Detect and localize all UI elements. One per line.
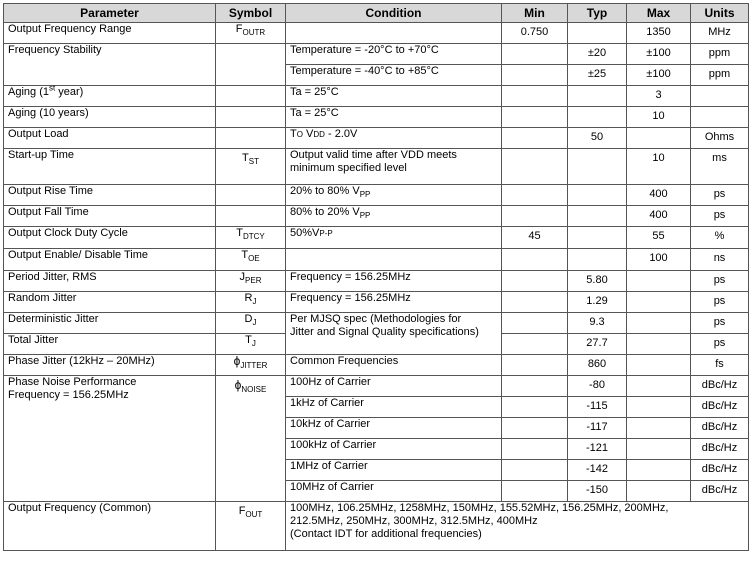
table-row — [4, 227, 749, 249]
param-cell: Output Frequency Range — [4, 23, 216, 44]
param-cell: Phase Jitter (12kHz – 20MHz) — [4, 355, 216, 376]
condition-cell — [286, 249, 502, 271]
max-cell — [627, 271, 691, 292]
max-cell: 100 — [627, 249, 691, 271]
symbol-cell: $\phi_{JITTER}$ — [216, 355, 286, 376]
min-cell — [502, 86, 568, 107]
param-cell: Deterministic Jitter — [4, 313, 216, 334]
units-cell: fs — [691, 355, 749, 376]
header-min: Min — [502, 4, 568, 23]
condition-cell: Per MJSQ spec (Methodologies for Jitter and Signal Quality specifications) — [286, 313, 502, 355]
param-cell: Output Clock Duty Cycle — [4, 227, 216, 249]
min-cell — [502, 418, 568, 439]
table-row — [4, 86, 749, 107]
symbol-cell: $R_J$ — [216, 292, 286, 313]
param-cell: Output Fall Time — [4, 206, 216, 227]
units-cell: ms — [691, 149, 749, 185]
units-cell: ps — [691, 292, 749, 313]
param-cell: Output Rise Time — [4, 185, 216, 206]
condition-cell: Common Frequencies — [286, 355, 502, 376]
typ-cell: ±25 — [568, 65, 627, 86]
max-cell — [627, 460, 691, 481]
header-max: Max — [627, 4, 691, 23]
units-cell: ps — [691, 271, 749, 292]
max-cell — [627, 313, 691, 334]
table-row — [4, 23, 749, 44]
units-cell: dBc/Hz — [691, 439, 749, 460]
typ-cell: 5.80 — [568, 271, 627, 292]
header-parameter: Parameter — [4, 4, 216, 23]
max-cell: 10 — [627, 149, 691, 185]
table-row — [4, 107, 749, 128]
condition-cell: Frequency = 156.25MHz — [286, 271, 502, 292]
max-cell — [627, 292, 691, 313]
condition-cell: Ta = 25°C — [286, 86, 502, 107]
typ-cell: -80 — [568, 376, 627, 397]
param-cell: Aging (10 years) — [4, 107, 216, 128]
condition-cell: Ta = 25°C — [286, 107, 502, 128]
min-cell — [502, 185, 568, 206]
units-cell: dBc/Hz — [691, 376, 749, 397]
table-row — [4, 355, 749, 376]
max-cell: ±100 — [627, 65, 691, 86]
min-cell — [502, 334, 568, 355]
symbol-cell: $J_{PER}$ — [216, 271, 286, 292]
typ-cell: -142 — [568, 460, 627, 481]
symbol-cell: $F_{OUT}$ — [216, 502, 286, 551]
min-cell — [502, 376, 568, 397]
units-cell: ps — [691, 313, 749, 334]
typ-cell: ±20 — [568, 44, 627, 65]
units-cell: dBc/Hz — [691, 418, 749, 439]
typ-cell: 9.3 — [568, 313, 627, 334]
condition-cell: 100MHz, 106.25MHz, 1258MHz, 150MHz, 155.52MHz, 156.25MHz, 200MHz, 212.5MHz, 250MHz, 300MHz, 312.5MHz, 400MHz (Contact IDT for additional frequencies) — [286, 502, 749, 551]
header-typ: Typ — [568, 4, 627, 23]
table-row — [4, 149, 749, 185]
units-cell: ps — [691, 185, 749, 206]
min-cell — [502, 271, 568, 292]
max-cell: 400 — [627, 185, 691, 206]
typ-cell: 27.7 — [568, 334, 627, 355]
typ-cell — [568, 107, 627, 128]
symbol-cell — [216, 128, 286, 149]
header-units: Units — [691, 4, 749, 23]
symbol-cell: $T_{ST}$ — [216, 149, 286, 185]
param-cell: Phase Noise Performance Frequency = 156.25MHz — [4, 376, 216, 502]
units-cell — [691, 86, 749, 107]
max-cell: 3 — [627, 86, 691, 107]
condition-cell: 10kHz of Carrier — [286, 418, 502, 439]
min-cell: 0.750 — [502, 23, 568, 44]
units-cell: ps — [691, 334, 749, 355]
typ-cell: -115 — [568, 397, 627, 418]
max-cell — [627, 128, 691, 149]
spec-table — [3, 3, 749, 551]
typ-cell: -117 — [568, 418, 627, 439]
max-cell: 400 — [627, 206, 691, 227]
min-cell — [502, 355, 568, 376]
units-cell: dBc/Hz — [691, 481, 749, 502]
table-row — [4, 376, 749, 397]
condition-cell: 1kHz of Carrier — [286, 397, 502, 418]
condition-cell: Frequency = 156.25MHz — [286, 292, 502, 313]
condition-cell — [286, 23, 502, 44]
header-row — [4, 4, 749, 23]
max-cell — [627, 334, 691, 355]
condition-cell: Output valid time after VDD meets minimum specified level — [286, 149, 502, 185]
param-cell: Output Frequency (Common) — [4, 502, 216, 551]
symbol-cell — [216, 185, 286, 206]
min-cell — [502, 397, 568, 418]
min-cell — [502, 206, 568, 227]
min-cell — [502, 439, 568, 460]
condition-cell: TO VDD - 2.0V — [286, 128, 502, 149]
symbol-cell — [216, 86, 286, 107]
units-cell: ppm — [691, 65, 749, 86]
min-cell — [502, 65, 568, 86]
condition-cell: 50%VP-P — [286, 227, 502, 249]
param-cell: Aging (1st year) — [4, 86, 216, 107]
units-cell: ppm — [691, 44, 749, 65]
typ-cell: 1.29 — [568, 292, 627, 313]
condition-cell: 20% to 80% $V_{PP}$ — [286, 185, 502, 206]
units-cell — [691, 107, 749, 128]
param-cell: Random Jitter — [4, 292, 216, 313]
condition-cell: Temperature = -40°C to +85°C — [286, 65, 502, 86]
min-cell — [502, 149, 568, 185]
symbol-cell — [216, 44, 286, 86]
param-cell: Output Enable/ Disable Time — [4, 249, 216, 271]
table-row — [4, 185, 749, 206]
max-cell — [627, 397, 691, 418]
header-symbol: Symbol — [216, 4, 286, 23]
typ-cell: 50 — [568, 128, 627, 149]
param-cell: Frequency Stability — [4, 44, 216, 86]
min-cell — [502, 128, 568, 149]
min-cell — [502, 44, 568, 65]
table-row — [4, 502, 749, 551]
min-cell: 45 — [502, 227, 568, 249]
typ-cell — [568, 86, 627, 107]
units-cell: MHz — [691, 23, 749, 44]
param-cell: Output Load — [4, 128, 216, 149]
symbol-cell — [216, 107, 286, 128]
max-cell: ±100 — [627, 44, 691, 65]
table-row — [4, 44, 749, 65]
min-cell — [502, 313, 568, 334]
min-cell — [502, 460, 568, 481]
max-cell: 10 — [627, 107, 691, 128]
typ-cell — [568, 185, 627, 206]
typ-cell: -150 — [568, 481, 627, 502]
units-cell: ns — [691, 249, 749, 271]
condition-cell: 10MHz of Carrier — [286, 481, 502, 502]
table-row — [4, 292, 749, 313]
max-cell — [627, 439, 691, 460]
param-cell: Period Jitter, RMS — [4, 271, 216, 292]
units-cell: dBc/Hz — [691, 397, 749, 418]
table-row — [4, 128, 749, 149]
header-condition: Condition — [286, 4, 502, 23]
symbol-cell: $T_J$ — [216, 334, 286, 355]
typ-cell — [568, 23, 627, 44]
min-cell — [502, 249, 568, 271]
min-cell — [502, 292, 568, 313]
max-cell — [627, 355, 691, 376]
min-cell — [502, 107, 568, 128]
condition-cell: 80% to 20% $V_{PP}$ — [286, 206, 502, 227]
symbol-cell: $T_{OE}$ — [216, 249, 286, 271]
param-cell: Total Jitter — [4, 334, 216, 355]
max-cell — [627, 481, 691, 502]
min-cell — [502, 481, 568, 502]
table-row — [4, 206, 749, 227]
table-row — [4, 313, 749, 334]
param-cell: Start-up Time — [4, 149, 216, 185]
typ-cell — [568, 149, 627, 185]
symbol-cell: $D_J$ — [216, 313, 286, 334]
table-row — [4, 249, 749, 271]
condition-cell: 1MHz of Carrier — [286, 460, 502, 481]
max-cell: 1350 — [627, 23, 691, 44]
condition-cell: 100Hz of Carrier — [286, 376, 502, 397]
units-cell: Ohms — [691, 128, 749, 149]
units-cell: dBc/Hz — [691, 460, 749, 481]
units-cell: ps — [691, 206, 749, 227]
condition-cell: Temperature = -20°C to +70°C — [286, 44, 502, 65]
max-cell: 55 — [627, 227, 691, 249]
typ-cell: -121 — [568, 439, 627, 460]
symbol-cell: $T_{DTCY}$ — [216, 227, 286, 249]
typ-cell — [568, 249, 627, 271]
table-row — [4, 271, 749, 292]
typ-cell: 860 — [568, 355, 627, 376]
typ-cell — [568, 227, 627, 249]
typ-cell — [568, 206, 627, 227]
max-cell — [627, 376, 691, 397]
symbol-cell: $\phi_{NOISE}$ — [216, 376, 286, 502]
condition-cell: 100kHz of Carrier — [286, 439, 502, 460]
symbol-cell — [216, 206, 286, 227]
max-cell — [627, 418, 691, 439]
units-cell: % — [691, 227, 749, 249]
symbol-cell: $F_{OUTR}$ — [216, 23, 286, 44]
